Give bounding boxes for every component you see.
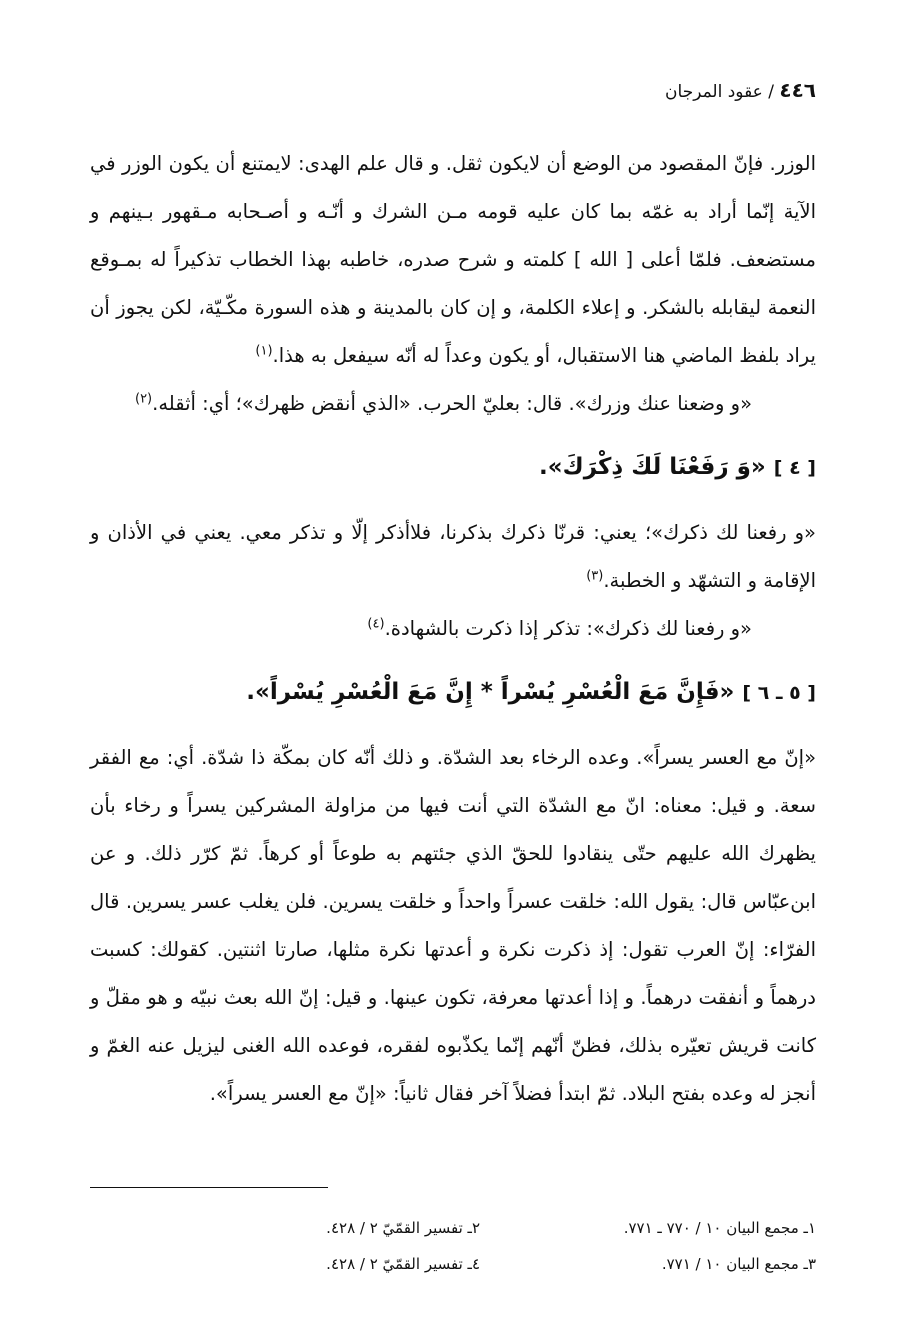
footnote-4: ٤ـ تفسير القمّيّ ٢ / ٤٢٨. <box>326 1255 480 1273</box>
footnote-2: ٢ـ تفسير القمّيّ ٢ / ٤٢٨. <box>326 1219 480 1237</box>
footnote-divider <box>90 1187 328 1188</box>
footnote-marker-4: (٤) <box>367 616 385 632</box>
verse-text-5-6: «فَإِنَّ مَعَ الْعُسْرِ يُسْراً * إِنَّ مَعَ الْعُسْرِ يُسْراً». <box>246 679 735 705</box>
header-separator: / <box>768 82 774 102</box>
footnote-1: ١ـ مجمع البيان ١٠ / ٧٧٠ ـ ٧٧١. <box>623 1219 816 1237</box>
footnote-marker-1: (١) <box>255 343 273 359</box>
paragraph-4: «و رفعنا لك ذكرك»: تذكر إذا ذكرت بالشهادة.$^{(٤)}$ <box>367 616 752 640</box>
paragraph-3: «و رفعنا لك ذكرك»؛ يعني: قرنّا ذكرك بذكرنا، فلاأذكر إلّا و تذكر معي. يعني في الأذان و الإقامة و التشهّد و الخطبة.$^{(٣)}$ <box>90 521 816 592</box>
verse-ref-4: [ ٤ ] <box>773 457 816 479</box>
running-header <box>665 78 816 102</box>
paragraph-2: «و وضعنا عنك وزرك». قال: بعليّ الحرب. «الذي أنقض ظهرك»؛ أي: أثقله.$^{(٢)}$ <box>134 391 752 415</box>
paragraph-5: «إنّ مع العسر يسراً». وعده الرخاء بعد الشدّة. و ذلك أنّه كان بمكّة ذا شدّة. أي: مع الفقر سعة. و قيل: معناه: انّ مع الشدّة التي أنت فيها من مزاولة المشركين يسراً و رخاء بأن يظهرك الله عليهم حتّى ينقادوا للحقّ الذي جئتهم به طوعاً أو كرهاً. ثمّ كرّر ذلك. و عن ابن‌عبّاس قال: يقول الله: خلقت عسراً واحداً و خلقت يسرين. فلن يغلب عسر يسرين. قال الفرّاء: إنّ العرب تقول: إذ ذكرت نكرة و أعدتها نكرة مثلها، صارتا اثنتين. كقولك: كسبت درهماً و أنفقت درهماً. و إذا أعدتها معرفة، تكون عينها. و قيل: إنّ الله بعث نبيّه و هو مقلّ و كانت قريش تعيّره بذلك، فظنّ أنّهم إنّما يكذّبوه لفقره، فوعده الله الغنى ليزيل عنه الغمّ و أنجز له وعده بفتح البلاد. ثمّ ابتدأ فضلاً آخر فقال ثانياً: «إنّ مع العسر يسراً». <box>90 746 816 1105</box>
footnote-marker-3: (٣) <box>586 568 604 584</box>
verse-heading-4 <box>90 438 816 497</box>
verse-text-4: «وَ رَفَعْنَا لَكَ ذِكْرَكَ». <box>539 454 766 480</box>
verse-heading-5-6 <box>90 663 816 722</box>
footnote-row-1 <box>90 1210 816 1246</box>
paragraph-1: الوزر. فإنّ المقصود من الوضع أن لايكون ثقل. و قال علم الهدى: لايمتنع أن يكون الوزر في الآية إنّما أراد به غمّه بما كان عليه قومه مـن الشرك و أنّـه و أصـحابه مـقهور بـينهم و مستضعف. فلمّا أعلى [ الله ] كلمته و شرح صدره، خاطبه بهذا الخطاب تذكيراً له بمـوقع النعمة ليقابله بالشكر. و إعلاء الكلمة، و إن كان بالمدينة و هذه السورة مكّـيّة، لكن يجوز أن يراد بلفظ الماضي هنا الاستقبال، أو يكون وعداً له أنّه سيفعل به هذا.$^{(١)}$ <box>90 152 816 367</box>
footnote-3: ٣ـ مجمع البيان ١٠ / ٧٧١. <box>661 1255 816 1273</box>
footnote-row-2 <box>90 1246 816 1282</box>
book-title: عقود المرجان <box>665 82 763 102</box>
footnotes <box>90 1210 816 1282</box>
main-text <box>90 140 816 1118</box>
footnote-marker-2: (٢) <box>134 391 153 407</box>
page-number: ٤٤٦ <box>779 78 816 102</box>
verse-ref-5-6: [ ٥ ـ ٦ ] <box>742 682 816 704</box>
